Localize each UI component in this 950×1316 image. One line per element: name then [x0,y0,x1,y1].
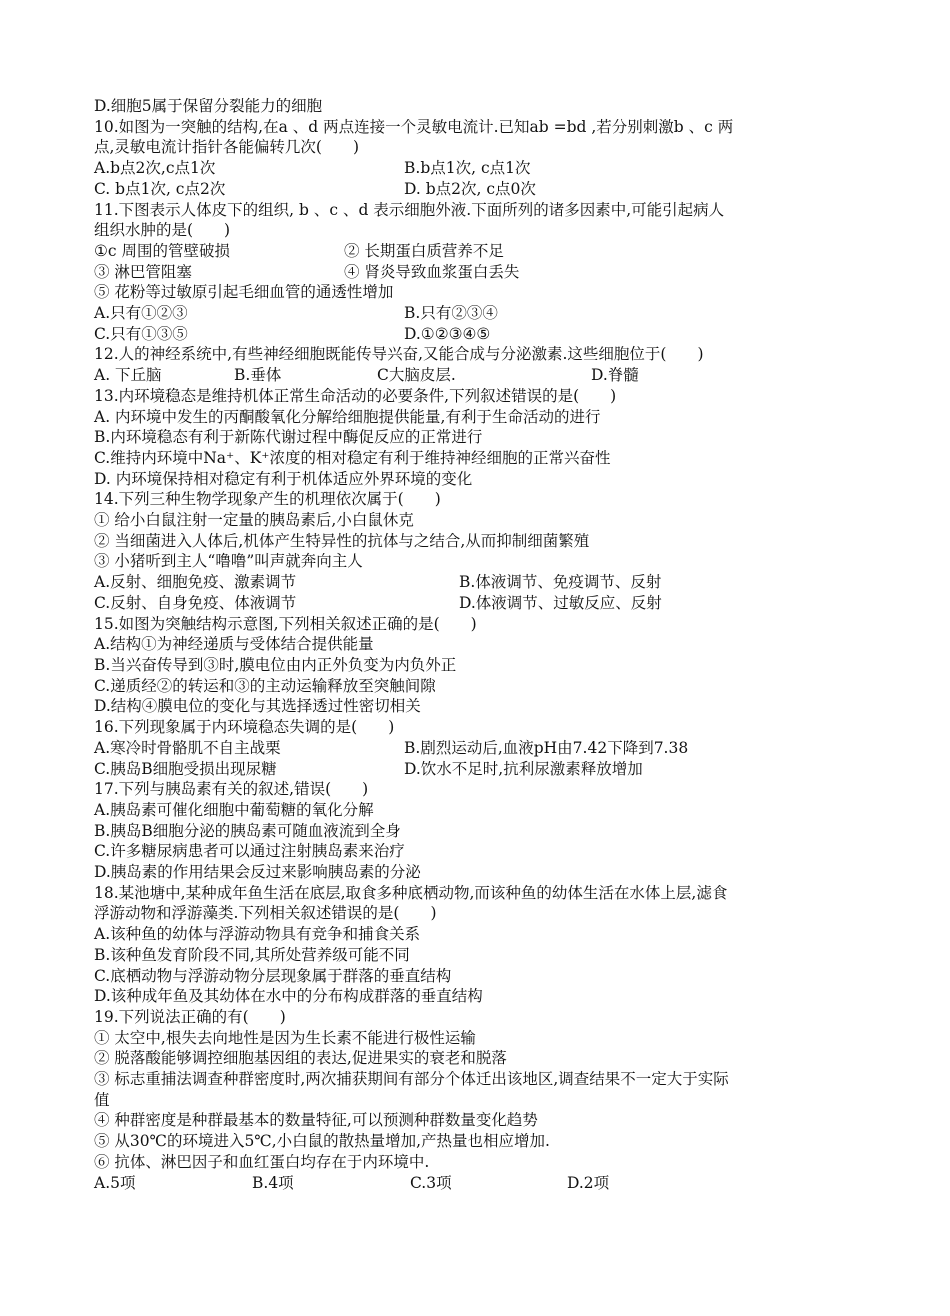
q15-stem: 15.如图为突触结构示意图,下列相关叙述正确的是( ) [94,614,477,633]
q12-option-b: B.垂体 [234,366,282,385]
q16-options-row2 [94,759,864,780]
exam-page [94,96,864,1193]
q11-item-5: ⑤ 花粉等过敏原引起毛细血管的通透性增加 [94,283,394,302]
q14-option-a: A.反射、细胞免疫、激素调节 [94,573,297,592]
q18-option-d: D.该种成年鱼及其幼体在水中的分布构成群落的垂直结构 [94,987,483,1006]
q14-stem: 14.下列三种生物学现象产生的机理依次属于( ) [94,490,441,509]
q11-stem-line2: 组织水肿的是( ) [94,221,231,240]
q17-option-c: C.许多糖尿病患者可以通过注射胰岛素来治疗 [94,842,405,861]
q15-option-b: B.当兴奋传导到③时,膜电位由内正外负变为内负外正 [94,655,457,674]
q11-items-row2 [94,262,864,283]
q19-item-1: ① 太空中,根失去向地性是因为生长素不能进行极性运输 [94,1028,476,1047]
q12-stem: 12.人的神经系统中,有些神经细胞既能传导兴奋,又能合成与分泌激素.这些细胞位于( ) [94,345,704,364]
q19-option-a: A.5项 [94,1173,136,1192]
q11-option-c: C.只有①③⑤ [94,324,188,343]
q14-item-1: ① 给小白鼠注射一定量的胰岛素后,小白鼠休克 [94,511,414,530]
q19-item-2: ② 脱落酸能够调控细胞基因组的表达,促进果实的衰老和脱落 [94,1049,507,1068]
q13-stem: 13.内环境稳态是维持机体正常生命活动的必要条件,下列叙述错误的是( ) [94,386,617,405]
q11-options-row1 [94,303,864,324]
q19-item-3-line1: ③ 标志重捕法调查种群密度时,两次捕获期间有部分个体迁出该地区,调查结果不一定大于实际 [94,1070,729,1089]
q14-option-b: B.体液调节、免疫调节、反射 [459,573,662,592]
q11-option-d: D.①②③④⑤ [404,324,491,343]
q19-option-b: B.4项 [252,1173,294,1192]
q17-option-d: D.胰岛素的作用结果会反过来影响胰岛素的分泌 [94,863,421,882]
q11-item-2: ② 长期蛋白质营养不足 [344,241,504,260]
q12-option-c: C大脑皮层. [377,366,456,385]
q11-option-a: A.只有①②③ [94,304,188,323]
q14-option-c: C.反射、自身免疫、体液调节 [94,593,297,612]
q19-options-row [94,1173,864,1194]
q14-item-3: ③ 小猪听到主人“噜噜”叫声就奔向主人 [94,552,363,571]
q10-options-row2 [94,179,864,200]
q18-option-c: C.底栖动物与浮游动物分层现象属于群落的垂直结构 [94,966,452,985]
q11-item-3: ③ 淋巴管阻塞 [94,262,192,281]
q10-stem-line1: 10.如图为一突触的结构,在a 、d 两点连接一个灵敏电流计.已知ab =bd ,若分别刺激b 、c 两 [94,117,734,136]
q11-stem-line1: 11.下图表示人体皮下的组织, b 、c 、d 表示细胞外液.下面所列的诸多因素中,可能引起病人 [94,200,725,219]
q15-option-c: C.递质经②的转运和③的主动运输释放至突触间隙 [94,676,436,695]
q16-options-row1 [94,738,864,759]
q17-option-a: A.胰岛素可催化细胞中葡萄糖的氧化分解 [94,800,374,819]
q19-stem: 19.下列说法正确的有( ) [94,1007,286,1026]
q19-item-5: ⑤ 从30℃的环境进入5℃,小白鼠的散热量增加,产热量也相应增加. [94,1132,550,1151]
q14-item-2: ② 当细菌进入人体后,机体产生特异性的抗体与之结合,从而抑制细菌繁殖 [94,531,590,550]
q19-item-6: ⑥ 抗体、淋巴因子和血红蛋白均存在于内环境中. [94,1152,430,1171]
q18-option-a: A.该种鱼的幼体与浮游动物具有竞争和捕食关系 [94,925,421,944]
q14-option-d: D.体液调节、过敏反应、反射 [459,593,662,612]
q19-item-3-line2: 值 [94,1090,110,1109]
q17-option-b: B.胰岛B细胞分泌的胰岛素可随血液流到全身 [94,821,401,840]
q11-option-b: B.只有②③④ [404,304,498,323]
q13-option-b: B.内环境稳态有利于新陈代谢过程中酶促反应的正常进行 [94,428,483,447]
q19-item-4: ④ 种群密度是种群最基本的数量特征,可以预测种群数量变化趋势 [94,1111,538,1130]
q12-option-d: D.脊髓 [591,366,639,385]
q11-item-4: ④ 肾炎导致血浆蛋白丢失 [344,262,520,281]
q10-option-d: D. b点2次, c点0次 [404,179,536,198]
q18-option-b: B.该种鱼发育阶段不同,其所处营养级可能不同 [94,945,410,964]
q10-options-row1 [94,158,864,179]
q11-item-1: ①c 周围的管壁破损 [94,241,231,260]
q12-option-a: A. 下丘脑 [94,366,162,385]
q10-option-c: C. b点1次, c点2次 [94,179,226,198]
q10-option-a: A.b点2次,c点1次 [94,159,216,178]
q16-option-b: B.剧烈运动后,血液pH由7.42下降到7.38 [404,738,689,757]
q16-option-a: A.寒冷时骨骼肌不自主战栗 [94,738,281,757]
q13-option-d: D. 内环境保持相对稳定有利于机体适应外界环境的变化 [94,469,473,488]
q10-option-b: B.b点1次, c点1次 [404,159,531,178]
q16-stem: 16.下列现象属于内环境稳态失调的是( ) [94,718,395,737]
q12-options-row [94,365,864,386]
q11-options-row2 [94,324,864,345]
q18-stem-line2: 浮游动物和浮游藻类.下列相关叙述错误的是( ) [94,904,437,923]
q16-option-c: C.胰岛B细胞受损出现尿糖 [94,759,277,778]
q14-options-row2 [94,593,864,614]
q15-option-a: A.结构①为神经递质与受体结合提供能量 [94,635,374,654]
q17-stem: 17.下列与胰岛素有关的叙述,错误( ) [94,780,369,799]
q11-items-row1 [94,241,864,262]
q18-stem-line1: 18.某池塘中,某种成年鱼生活在底层,取食多种底栖动物,而该种鱼的幼体生活在水体上层,滤食 [94,883,728,902]
q14-options-row1 [94,572,864,593]
q19-option-c: C.3项 [410,1173,452,1192]
q13-option-c: C.维持内环境中Na⁺、K⁺浓度的相对稳定有利于维持神经细胞的正常兴奋性 [94,448,611,467]
q16-option-d: D.饮水不足时,抗利尿激素释放增加 [404,759,643,778]
q9-option-d: D.细胞5属于保留分裂能力的细胞 [94,97,323,115]
q13-option-a: A. 内环境中发生的丙酮酸氧化分解给细胞提供能量,有利于生命活动的进行 [94,407,601,426]
q19-option-d: D.2项 [567,1173,610,1192]
q10-stem-line2: 点,灵敏电流计指针各能偏转几次( ) [94,138,360,157]
q15-option-d: D.结构④膜电位的变化与其选择透过性密切相关 [94,697,421,716]
